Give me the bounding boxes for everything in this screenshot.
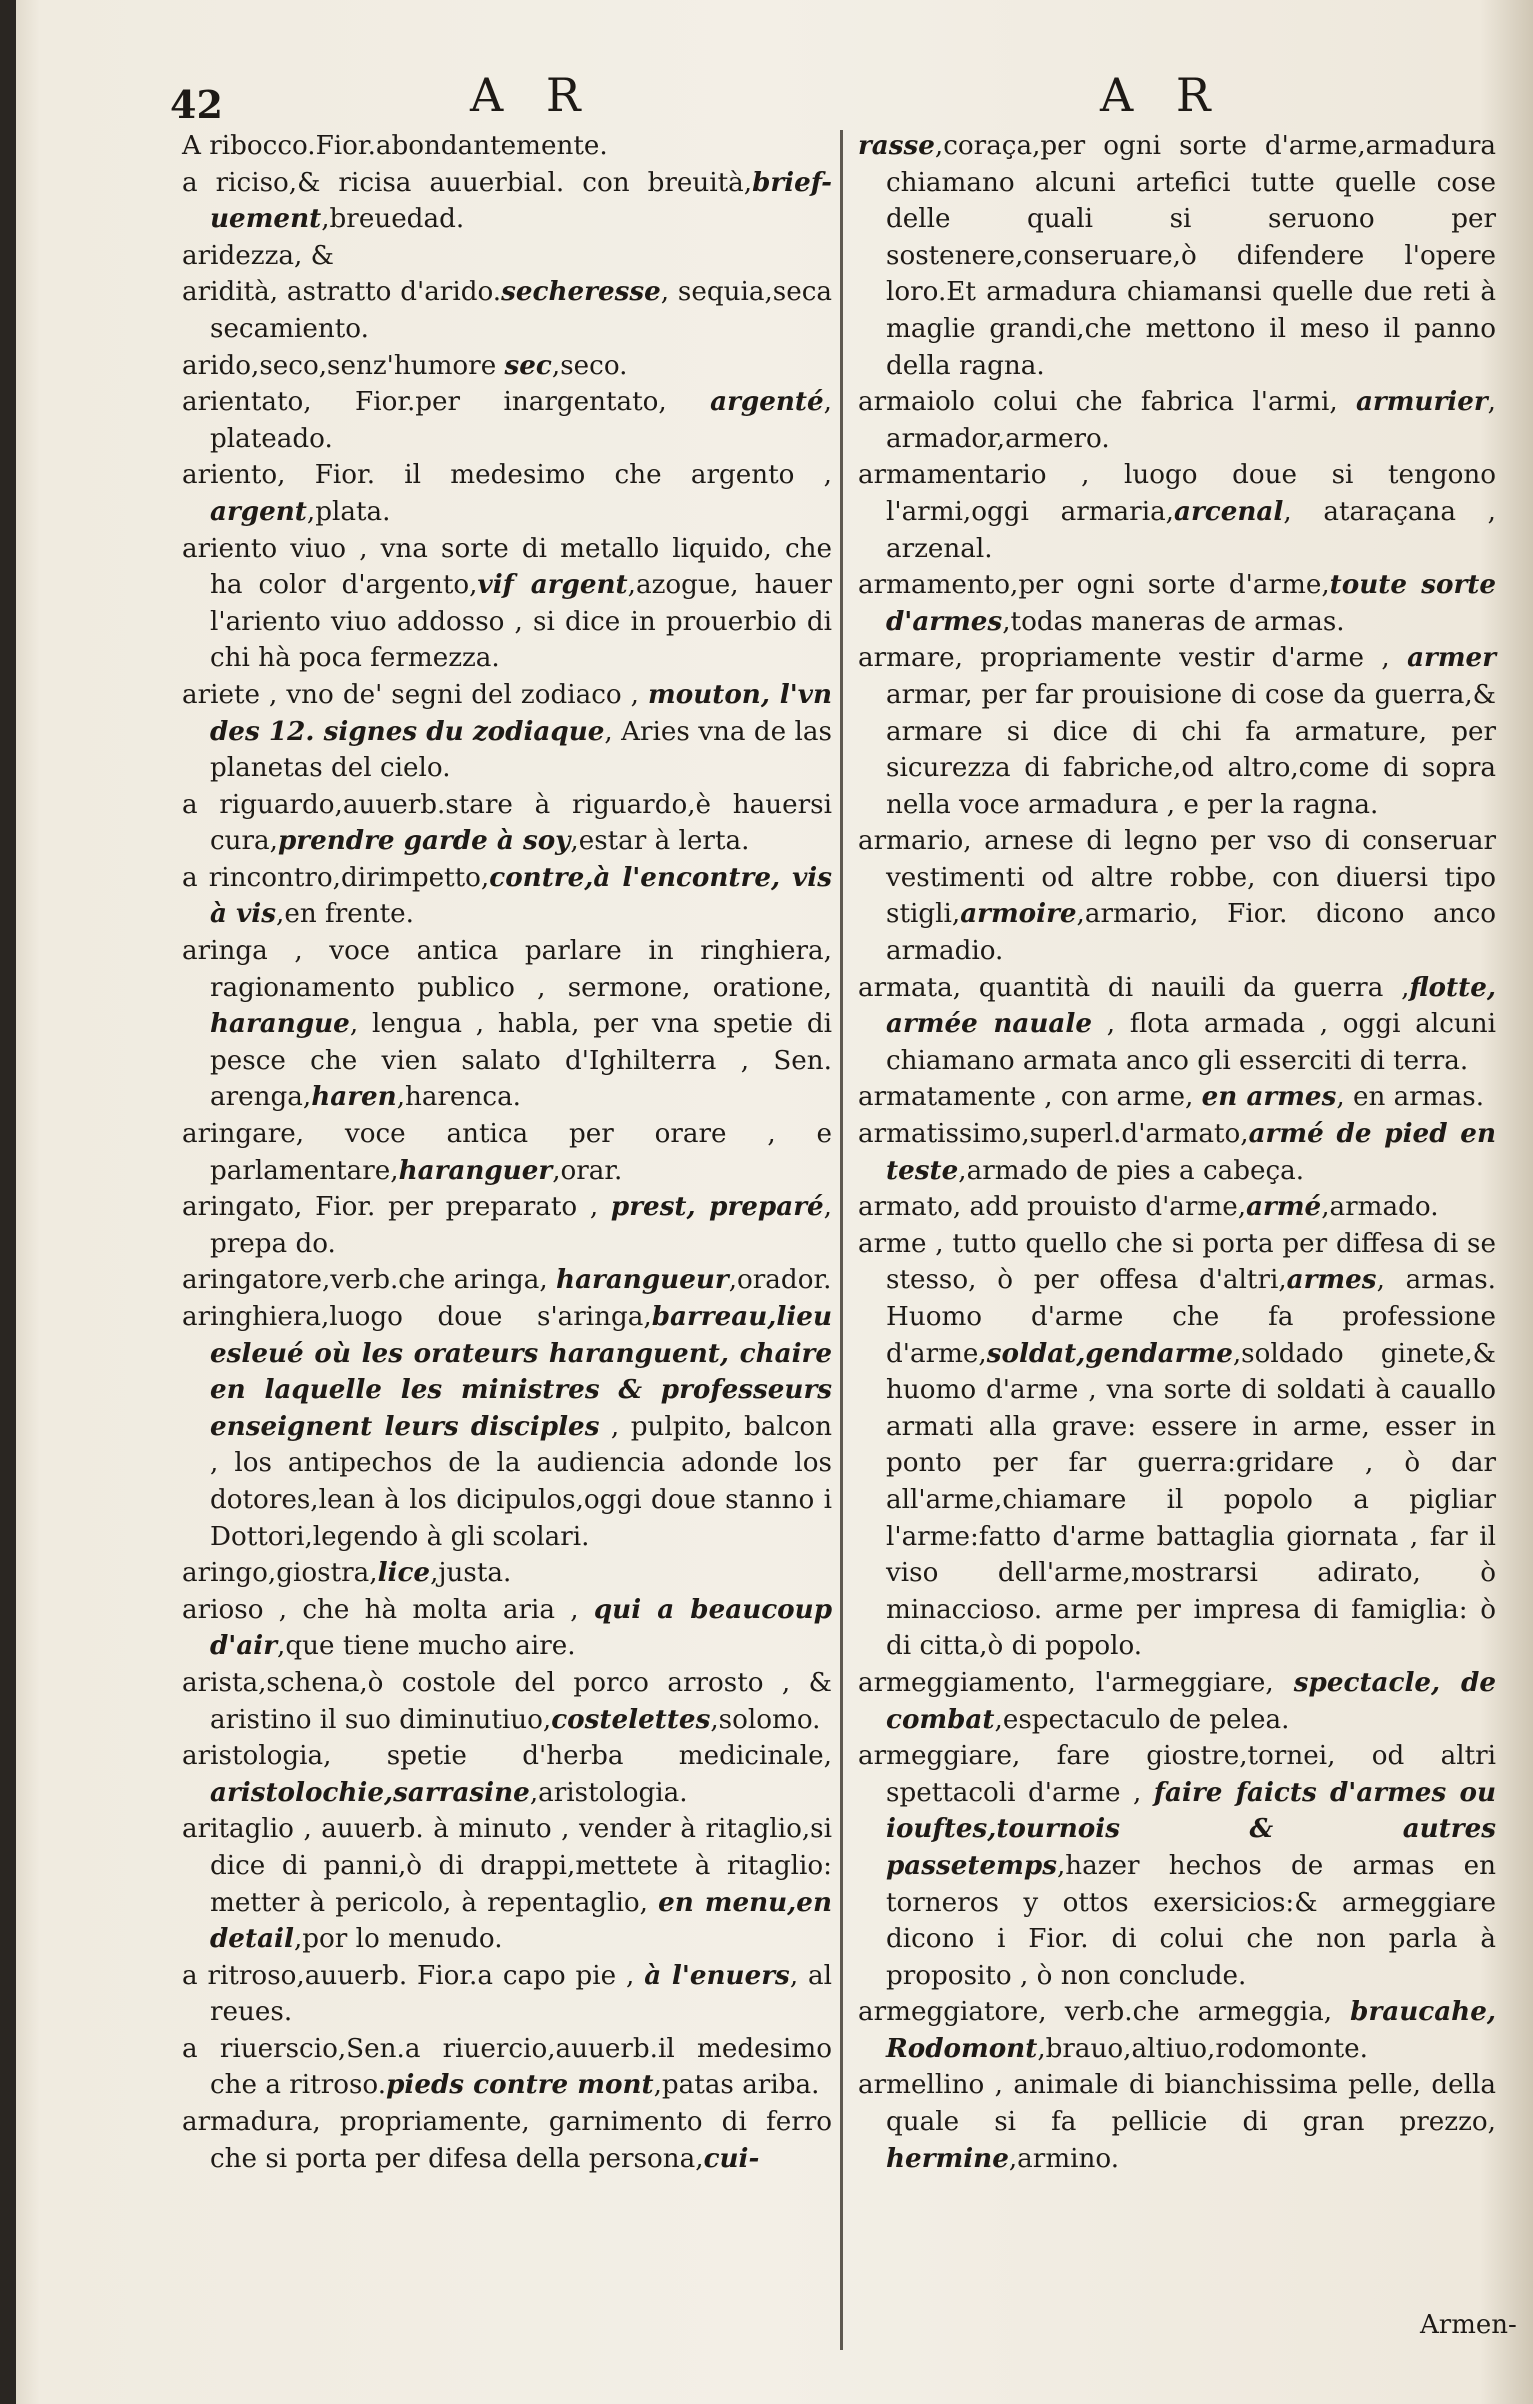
- dictionary-entry: armellino , animale di bianchissima pelle, della quale si fa pellicie di gran prezzo, hermine,armino.: [858, 2070, 1496, 2174]
- page-header: [0, 68, 1533, 128]
- dictionary-entry: a ritroso,auuerb. Fior.a capo pie , à l'enuers, al reues.: [182, 1959, 833, 2028]
- dictionary-entry: armare, propriamente vestir d'arme , armer armar, per far prouisione di cose da guerra,& armare si dice di chi fa armature, per sicurezza di fabriche,od altro,come di sopra nella voce armadura , e per la ragna.: [858, 642, 1496, 820]
- dictionary-entry: aridità, astratto d'arido.secheresse, sequia,seca secamiento.: [182, 276, 833, 344]
- column-divider: [840, 130, 843, 2350]
- dictionary-entry: armamentario , luogo doue si tengono l'armi,oggi armaria,arcenal, ataraçana , arzenal.: [858, 460, 1497, 564]
- dictionary-entry: arientato, Fior.per inargentato, argenté, plateado.: [182, 386, 832, 454]
- left-column: [182, 128, 832, 2177]
- binding-shadow: [0, 0, 16, 2404]
- right-column: [858, 128, 1496, 2177]
- dictionary-entry: armadura, propriamente, garnimento di ferro che si porta per difesa della persona,cui-: [182, 2107, 832, 2174]
- dictionary-entry: aristologia, spetie d'herba medicinale, aristolochie,sarrasine,aristologia.: [182, 1741, 832, 1808]
- dictionary-entry: ariento, Fior. il medesimo che argento , argent,plata.: [182, 460, 832, 527]
- catchword: Armen-: [1420, 2310, 1517, 2340]
- dictionary-entry: a riuerscio,Sen.a riuercio,auuerb.il medesimo che a ritroso.pieds contre mont,patas ariba.: [182, 2033, 832, 2101]
- dictionary-entry: a riguardo,auuerb.stare à riguardo,è hauersi cura,prendre garde à soy,estar à lerta.: [182, 789, 832, 857]
- dictionary-entry: aridezza, &: [182, 240, 334, 271]
- dictionary-entry: armatissimo,superl.d'armato,armé de pied en teste,armado de pies a cabeça.: [858, 1118, 1496, 1186]
- dictionary-entry: aringhiera,luogo doue s'aringa,barreau,lieu esleué où les orateurs haranguent, chaire en laquelle les ministres & professeurs enseignent leurs disciples , pulpito, balcon , los antipechos de la audiencia adonde los dotores,lean à los dicipulos,oggi doue stanno i Dottori,legendo à gli scolari.: [182, 1301, 832, 1552]
- dictionary-entry: arme , tutto quello che si porta per diffesa di se stesso, ò per offesa d'altri,armes, armas. Huomo d'arme che fa professione d'arme,soldat,gendarme,soldado ginete,& huomo d'arme , vna sorte di soldati à cauallo armati alla grave: essere in arme, esser in ponto per far guerra:gridare , ò dar all'arme,chiamare il popolo a pigliar l'arme:fatto d'arme battaglia giornata , far il viso dell'arme,mostrarsi adirato, ò minaccioso. arme per impresa di famiglia: ò di citta,ò di popolo.: [858, 1228, 1496, 1662]
- dictionary-entry: armeggiatore, verb.che armeggia, braucahe, Rodomont,brauo,altiuo,rodomonte.: [858, 1996, 1496, 2064]
- dictionary-entry: ariete , vno de' segni del zodiaco , mouton, l'vn des 12. signes du zodiaque, Aries vna de las planetas del cielo.: [182, 678, 832, 784]
- dictionary-entry: aringare, voce antica per orare , e parlamentare,haranguer,orar.: [182, 1119, 832, 1186]
- dictionary-entry: a rincontro,dirimpetto,contre,à l'encontre, vis à vis,en frente.: [182, 861, 832, 930]
- dictionary-entry: armamento,per ogni sorte d'arme,toute sorte d'armes,todas maneras de armas.: [858, 569, 1497, 637]
- dictionary-entry: A ribocco.Fior.abondantemente.: [182, 131, 608, 161]
- dictionary-entry: aringatore,verb.che aringa, harangueur,orador.: [182, 1264, 832, 1296]
- dictionary-entry: armeggiare, fare giostre,tornei, od altri spettacoli d'arme , faire faicts d'armes ou iouftes,tournois & autres passetemps,hazer hechos de armas en torneros y ottos exersicios:& armeggiare dicono i Fior. di colui che non parla à proposito , ò non conclude.: [858, 1741, 1496, 1991]
- running-head-left: A R: [470, 68, 595, 122]
- dictionary-entry: a riciso,& ricisa auuerbial. con breuità,brief- uement,breuedad.: [182, 166, 832, 235]
- dictionary-entry: aringa , voce antica parlare in ringhiera, ragionamento publico , sermone, oratione, harangue, lengua , habla, per vna spetie di pesce che vien salato d'Ighilterra , Sen. arenga,haren,harenca.: [182, 936, 832, 1113]
- dictionary-entry: armata, quantità di nauili da guerra ,flotte, armée nauale , flota armada , oggi alcuni chiamano armata anco gli esserciti di terra.: [858, 971, 1496, 1076]
- dictionary-entry: arioso , che hà molta aria , qui a beaucoup d'air,que tiene mucho aire.: [182, 1593, 833, 1662]
- dictionary-entry: aritaglio , auuerb. à minuto , vender à ritaglio,si dice di panni,ò di drappi,mettete à ritaglio: metter à pericolo, à repentaglio, en menu,en detail,por lo menudo.: [182, 1814, 832, 1955]
- dictionary-entry: armaiolo colui che fabrica l'armi, armurier, armador,armero.: [858, 386, 1496, 454]
- dictionary-entry: armeggiamento, l'armeggiare, spectacle, de combat,espectaculo de pelea.: [858, 1666, 1496, 1735]
- dictionary-entry: ariento viuo , vna sorte di metallo liquido, che ha color d'argento,vif argent,azogue, hauer l'ariento viuo addosso , si dice in prouerbio di chi hà poca fermezza.: [182, 533, 832, 674]
- running-head-right: A R: [1100, 68, 1225, 122]
- dictionary-entry: arido,seco,senz'humore sec,seco.: [182, 349, 628, 381]
- page-number: 42: [170, 82, 223, 127]
- dictionary-entry: rasse,coraça,per ogni sorte d'arme,armadura chiamano alcuni artefici tutte quelle cose delle quali si seruono per sostenere,conseruare,ò difendere l'opere loro.Et armadura chiamansi quelle due reti à maglie grandi,che mettono il meso il panno della ragna.: [858, 130, 1496, 381]
- dictionary-entry: armario, arnese di legno per vso di conseruar vestimenti od altre robbe, con diuersi tipo stigli,armoire,armario, Fior. dicono anco armadio.: [858, 826, 1496, 967]
- dictionary-entry: aringato, Fior. per preparato , prest, preparé, prepa do.: [182, 1191, 832, 1259]
- dictionary-entry: aringo,giostra,lice,justa.: [182, 1557, 512, 1589]
- dictionary-entry: arista,schena,ò costole del porco arrosto , & aristino il suo diminutiuo,costelettes,solomo.: [182, 1667, 832, 1735]
- dictionary-entry: armatamente , con arme, en armes, en armas.: [858, 1081, 1485, 1113]
- dictionary-entry: armato, add prouisto d'arme,armé,armado.: [858, 1191, 1439, 1223]
